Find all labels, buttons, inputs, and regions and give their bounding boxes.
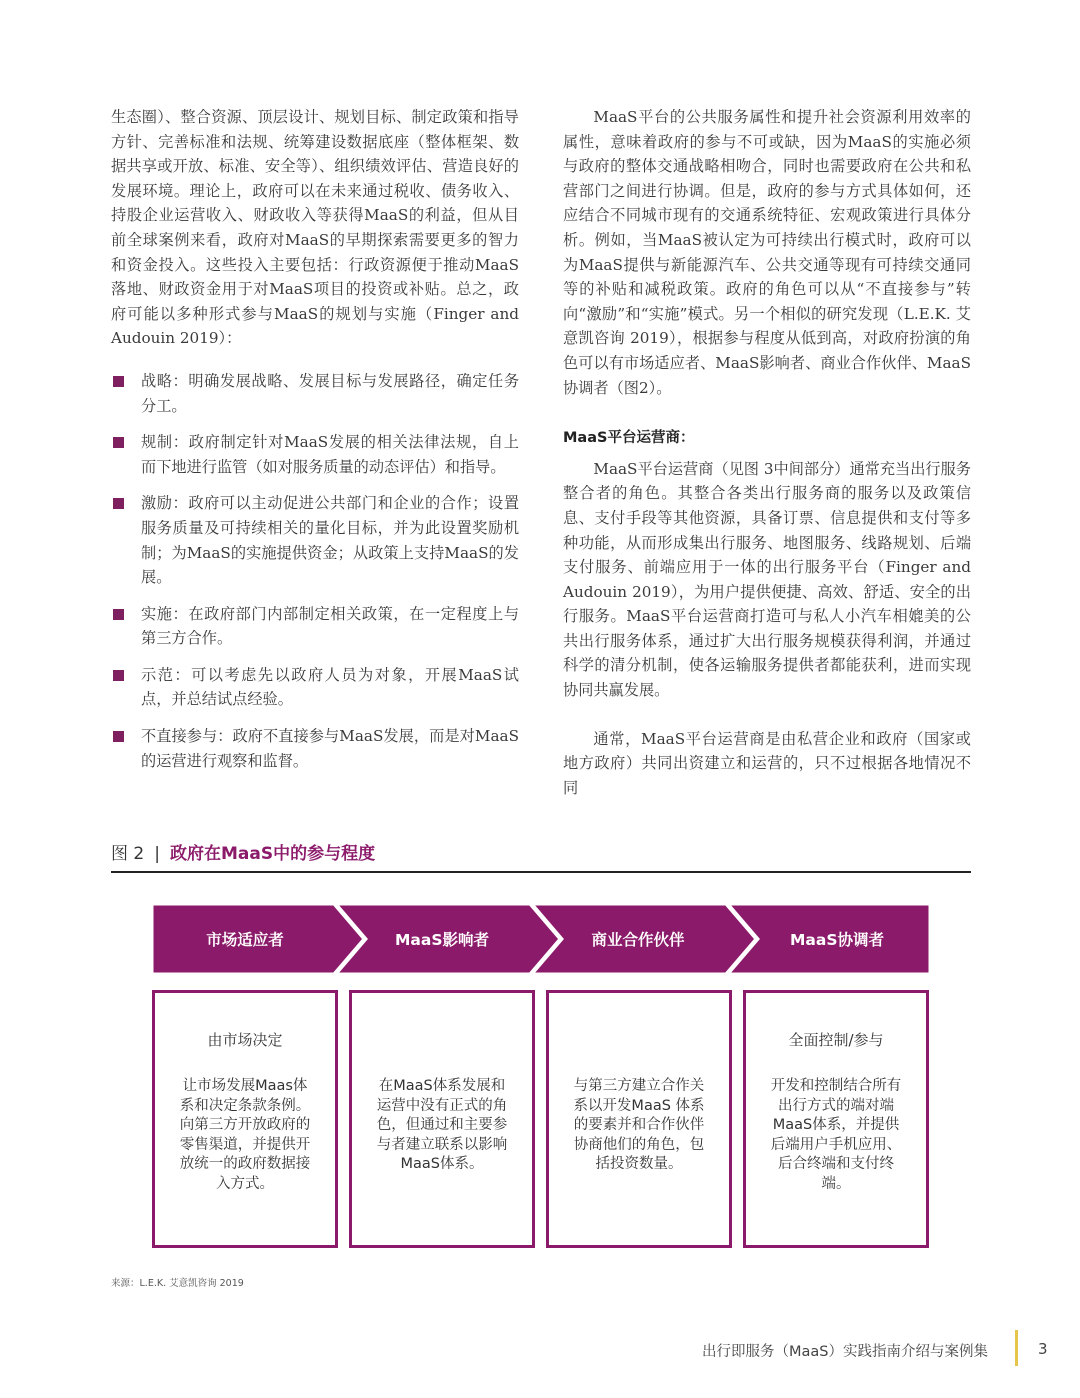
- stage-box-maas-coordinator: [743, 990, 929, 1248]
- figure-separator: |: [154, 844, 160, 864]
- page-number: 3: [1038, 1340, 1048, 1358]
- box-description: 开发和控制结合所有出行方式的端对端MaaS体系，并提供后端用户手机应用、后合终端和支付终端。: [770, 1078, 902, 1192]
- footer-divider: [1015, 1330, 1018, 1366]
- bullet-square-icon: [113, 731, 124, 742]
- figure-caption: [111, 839, 971, 864]
- list-item: 不直接参与：政府不直接参与MaaS发展，而是对MaaS的运营进行观察和监督。: [111, 724, 519, 773]
- stage-box-market-adapter: [152, 990, 338, 1248]
- bullet-square-icon: [113, 376, 124, 387]
- right-paragraph-2: MaaS平台运营商（见图 3中间部分）通常充当出行服务整合者的角色。其整合各类出行服务商的服务以及政策信息、支付手段等其他资源，具备订票、信息提供和支付等多种功能，从而形成集出行服务、地图服务、线路规划、后端支付服务、前端应用于一体的出行服务平台（Finger and Audouin 2019），为用户提供便捷、高效、舒适、安全的出行服务。MaaS平台运营商打造可与私人小汽车相媲美的公共出行服务体系，通过扩大出行服务规模获得利润，并通过科学的清分机制，使各运输服务提供者都能获利，进而实现协同共赢发展。: [563, 459, 971, 700]
- left-paragraph: 生态圈）、整合资源、顶层设计、规划目标、制定政策和指导方针、完善标准和法规、统筹建设数据底座（整体框架、数据共享或开放、标准、安全等）、组织绩效评估、营造良好的发展环境。理论上，政府可以在未来通过税收、债务收入、持股企业运营收入、财政收入等获得MaaS的利益，但从目前全球案例来看，政府对MaaS的早期探索需要更多的智力和资金投入。这些投入主要包括：行政资源便于推动MaaS落地、财政资金用于对MaaS项目的投资或补贴。总之，政府可能以多种形式参与MaaS的规划与实施（Finger and Audouin 2019）：: [111, 108, 519, 348]
- stage-label: 市场适应者: [206, 931, 284, 949]
- list-item: 示范：可以考虑先以政府人员为对象，开展MaaS试点，并总结试点经验。: [111, 663, 519, 712]
- stage-label: 商业合作伙伴: [591, 931, 685, 949]
- right-paragraph-1: MaaS平台的公共服务属性和提升社会资源利用效率的属性，意味着政府的参与不可或缺，因为MaaS的实施必须与政府的整体交通战略相吻合，同时也需要政府在公共和私营部门之间进行协调。但是，政府的参与方式具体如何，还应结合不同城市现有的交通系统特征、宏观政策进行具体分析。例如，当MaaS被认定为可持续出行模式时，政府可以为MaaS提供与新能源汽车、公共交通等现有可持续交通同等的补贴和减税政策。政府的角色可以从“不直接参与”转向“激励”和“实施”模式。另一个相似的研究发现（L.E.K. 艾意凯咨询 2019），根据参与程度从低到高，对政府扮演的角色可以有市场适应者、MaaS影响者、商业合作伙伴、MaaS协调者（图2）。: [563, 108, 971, 397]
- list-item: 战略：明确发展战略、发展目标与发展路径，确定任务分工。: [111, 369, 519, 418]
- stage-box-maas-influencer: [349, 990, 535, 1248]
- figure-title: 政府在MaaS中的参与程度: [169, 844, 376, 864]
- stage-label: MaaS影响者: [394, 931, 489, 949]
- list-item: 实施：在政府部门内部制定相关政策，在一定程度上与第三方合作。: [111, 602, 519, 651]
- section-subheading: MaaS平台运营商：: [563, 430, 695, 447]
- list-item: 规制：政府制定针对MaaS发展的相关法律法规，自上而下地进行监管（如对服务质量的动态评估）和指导。: [111, 430, 519, 479]
- box-description: 在MaaS体系发展和运营中没有正式的角色，但通过和主要参与者建立联系以影响MaaS体系。: [376, 1078, 508, 1173]
- stage-box-business-partner: [546, 990, 732, 1248]
- government-role-list: [111, 369, 519, 773]
- bullet-square-icon: [113, 437, 124, 448]
- figure-source: 来源：L.E.K. 艾意凯咨询 2019: [111, 1278, 244, 1289]
- list-item: 激励：政府可以主动促进公共部门和企业的合作；设置服务质量及可持续相关的量化目标，并为此设置奖励机制；为MaaS的实施提供资金；从政策上支持MaaS的发展。: [111, 491, 519, 589]
- box-title: 由市场决定: [207, 1031, 283, 1049]
- right-paragraph-3: 通常，MaaS平台运营商是由私营企业和政府（国家或地方政府）共同出资建立和运营的，只不过根据各地情况不同: [563, 729, 971, 797]
- stage-label: MaaS协调者: [789, 931, 884, 949]
- figure-divider: [111, 871, 971, 873]
- bullet-square-icon: [113, 670, 124, 681]
- left-column: [111, 105, 519, 785]
- figure-number: 图 2: [111, 844, 145, 864]
- box-description: 让市场发展Maas体系和决定条款条例。向第三方开放政府的零售渠道，并提供开放统一的政府数据接入方式。: [179, 1078, 311, 1192]
- box-title: 全面控制/参与: [788, 1031, 884, 1049]
- box-description: 与第三方建立合作关系以开发MaaS 体系的要素并和合作伙伴协商他们的角色，包括投资数量。: [573, 1078, 705, 1173]
- bullet-square-icon: [113, 609, 124, 620]
- bullet-square-icon: [113, 498, 124, 509]
- footer-document-title: 出行即服务（MaaS）实践指南介绍与案例集: [702, 1344, 988, 1360]
- right-column: [563, 105, 971, 800]
